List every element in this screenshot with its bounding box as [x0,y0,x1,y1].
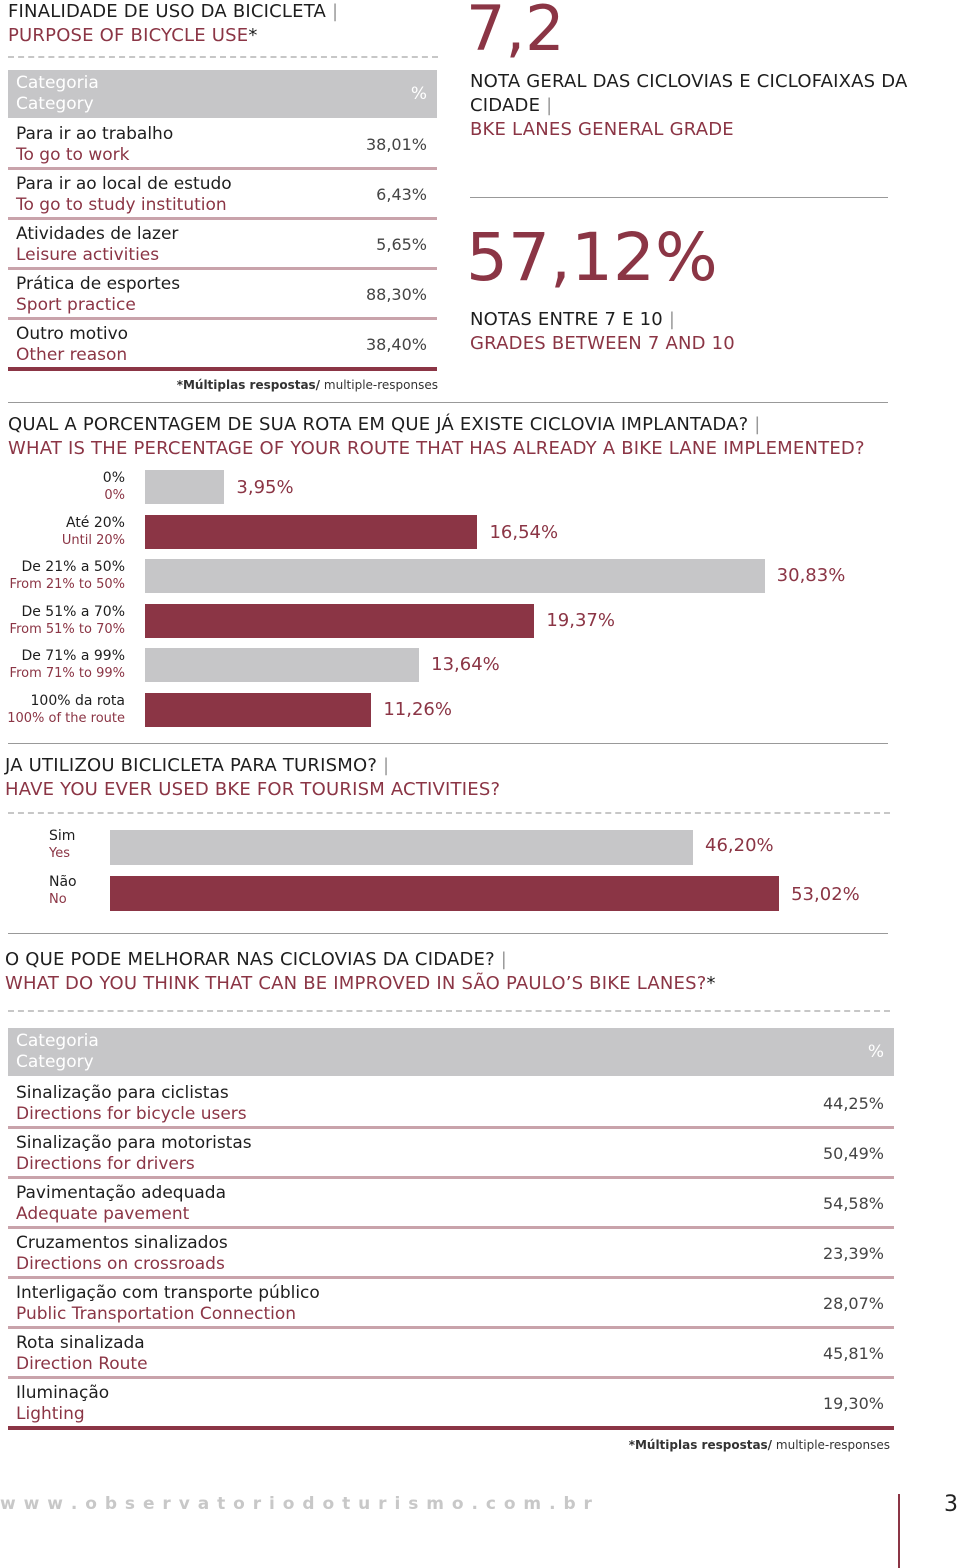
tourism-bottom-divider [8,933,888,934]
purpose-title-pt: FINALIDADE DE USO DA BICICLETA [8,1,327,22]
bar-category-pt: Não [49,874,77,890]
row-label-en: Adequate pavement [16,1204,190,1224]
improve-title-en: WHAT DO YOU THINK THAT CAN BE IMPROVED IN SÃO PAULO’S BIKE LANES? [5,973,707,994]
row-label-en: Direction Route [16,1354,148,1374]
row-divider [8,217,437,220]
bar-value-label: 46,20% [705,835,774,856]
title-separator: | [546,95,553,116]
bar-category-pt: 100% da rota [30,693,125,709]
footnote-bold: *Múltiplas respostas/ [628,1438,773,1452]
bar-category-pt: De 71% a 99% [21,648,125,665]
bar-category-en: Until 20% [61,532,125,548]
grade-percent-label-pt: NOTAS ENTRE 7 E 10 [470,309,663,330]
bar-category-pt: De 21% a 50% [21,559,125,576]
bar-1 [110,876,779,911]
footnote-text: multiple-responses [775,1438,890,1452]
bar-value-label: 16,54% [489,521,559,543]
row-label-en: To go to work [16,145,130,165]
row-label-en: To go to study institution [16,195,227,215]
route-bottom-divider [8,743,888,744]
row-value: 45,81% [822,1344,884,1363]
purpose-divider [8,56,438,58]
grade-label-pt: NOTA GERAL DAS CICLOVIAS E CICLOFAIXAS DA CIDADE [470,71,908,116]
row-divider [8,1376,894,1379]
row-value: 44,25% [822,1094,884,1113]
bar-0 [110,830,693,865]
row-divider [8,1326,894,1329]
row-divider [8,1176,894,1179]
grade-label [470,70,910,142]
row-divider [8,267,437,270]
row-label-en: Other reason [16,345,128,365]
row-value: 50,49% [822,1144,884,1163]
row-label-en: Directions for bicycle users [16,1104,247,1124]
bar-category-label [103,470,125,504]
bar-category-label [10,648,125,682]
row-label-pt: Atividades de lazer [16,224,179,244]
tourism-divider [8,812,890,814]
bar-1 [145,515,477,549]
row-label-pt: Para ir ao trabalho [16,124,174,144]
row-value: 88,30% [365,285,427,304]
improve-title-pt: O QUE PODE MELHORAR NAS CICLOVIAS DA CIDADE? [5,949,495,970]
bar-value-label: 11,26% [383,699,452,720]
footer-url[interactable]: w w w . o b s e r v a t o r i o d o t u r i s m o . c o m . b r [0,1494,593,1514]
bar-category-label [49,874,77,908]
table-bottom-rule [8,1426,894,1430]
bar-category-pt: De 51% a 70% [21,603,125,620]
footer-divider [898,1494,900,1568]
bar-category-en: From 71% to 99% [9,666,125,682]
title-separator: | [331,1,339,22]
bar-category-en: No [49,892,67,907]
purpose-table-header [8,70,437,118]
table-bottom-rule [8,367,437,371]
improve-footnote [629,1438,890,1452]
bar-value-label: 19,37% [546,609,615,631]
purpose-footnote [177,378,438,392]
asterisk: * [706,973,716,994]
title-separator: | [668,309,676,330]
footnote-text: multiple-responses [323,378,438,392]
bar-value-label: 13,64% [431,654,500,676]
row-label-en: Leisure activities [16,245,160,265]
header-category-pt: Categoria [16,1031,99,1051]
grade-label-en: BKE LANES GENERAL GRADE [470,119,734,140]
grade-percent-label [470,308,735,356]
row-value: 28,07% [822,1294,884,1313]
row-value: 23,39% [822,1244,884,1263]
improve-table-header [8,1028,894,1076]
row-label-pt: Outro motivo [16,324,129,344]
asterisk: * [248,25,258,46]
bar-0 [145,470,224,504]
row-label-en: Directions on crossroads [16,1254,225,1274]
tourism-title [5,754,905,802]
bar-category-en: 100% of the route [7,711,125,726]
tourism-title-en: HAVE YOU EVER USED BKE FOR TOURISM ACTIVITIES? [5,779,501,800]
purpose-title-en: PURPOSE OF BICYCLE USE [8,25,249,46]
header-category-en: Category [16,94,94,114]
row-divider [8,1126,894,1129]
row-label-pt: Iluminação [16,1383,110,1403]
bar-category-pt: Sim [49,828,76,844]
row-divider [8,167,437,170]
bar-category-pt: 0% [102,470,125,486]
grade-divider [470,197,888,198]
row-label-en: Directions for drivers [16,1154,195,1174]
bar-5 [145,693,371,727]
grade-percent: 57,12% [466,219,718,296]
bar-category-label [10,559,125,593]
page-number: 3 [944,1492,958,1517]
improve-title [5,948,945,996]
row-label-en: Sport practice [16,295,136,315]
tourism-title-pt: JA UTILIZOU BICLICLETA PARA TURISMO? [5,755,378,776]
route-title [8,413,948,461]
bar-category-label [7,693,125,727]
route-title-pt: QUAL A PORCENTAGEM DE SUA ROTA EM QUE JÁ EXISTE CICLOVIA IMPLANTADA? [8,414,749,435]
row-divider [8,1226,894,1229]
bar-category-label [10,604,125,638]
bar-value-label: 30,83% [776,565,846,587]
bar-category-en: 0% [104,488,125,503]
row-divider [8,1276,894,1279]
row-label-pt: Rota sinalizada [16,1333,145,1353]
improve-divider [8,1010,890,1012]
bar-value-label: 3,95% [236,477,294,498]
row-label-pt: Prática de esportes [16,274,181,294]
row-label-en: Public Transportation Connection [16,1304,297,1324]
row-divider [8,317,437,320]
row-value: 54,58% [822,1194,884,1213]
row-label-pt: Sinalização para ciclistas [16,1083,229,1103]
row-label-pt: Interligação com transporte público [16,1283,320,1303]
bar-2 [145,559,765,593]
bar-value-label: 53,02% [791,884,860,905]
row-value: 19,30% [822,1394,884,1413]
row-value: 6,43% [376,185,427,204]
header-percent: % [410,84,427,104]
title-separator: | [383,755,390,776]
bar-category-label [62,515,125,549]
title-separator: | [754,414,761,435]
bar-category-en: From 51% to 70% [9,621,125,637]
bar-3 [145,604,534,638]
title-separator: | [500,949,508,970]
grade-percent-label-en: GRADES BETWEEN 7 AND 10 [470,333,735,354]
header-category-en: Category [16,1052,94,1072]
row-value: 38,40% [365,335,427,354]
grade-value: 7,2 [466,0,565,65]
footnote-bold: *Múltiplas respostas/ [176,378,321,392]
row-value: 5,65% [376,235,427,254]
row-label-pt: Sinalização para motoristas [16,1133,252,1153]
bar-category-pt: Até 20% [65,514,125,531]
row-label-en: Lighting [16,1404,85,1424]
purpose-title [8,0,448,48]
header-percent: % [867,1042,884,1062]
bar-category-en: Yes [49,846,70,861]
row-label-pt: Cruzamentos sinalizados [16,1233,228,1253]
route-title-en: WHAT IS THE PERCENTAGE OF YOUR ROUTE THAT HAS ALREADY A BIKE LANE IMPLEMENTED? [8,438,865,459]
row-label-pt: Pavimentação adequada [16,1183,226,1203]
header-category-pt: Categoria [16,73,99,93]
row-label-pt: Para ir ao local de estudo [16,174,232,194]
row-value: 38,01% [365,135,427,154]
bar-4 [145,648,419,682]
bar-category-en: From 21% to 50% [9,577,125,593]
bar-category-label [49,828,75,862]
route-top-divider [8,402,888,403]
